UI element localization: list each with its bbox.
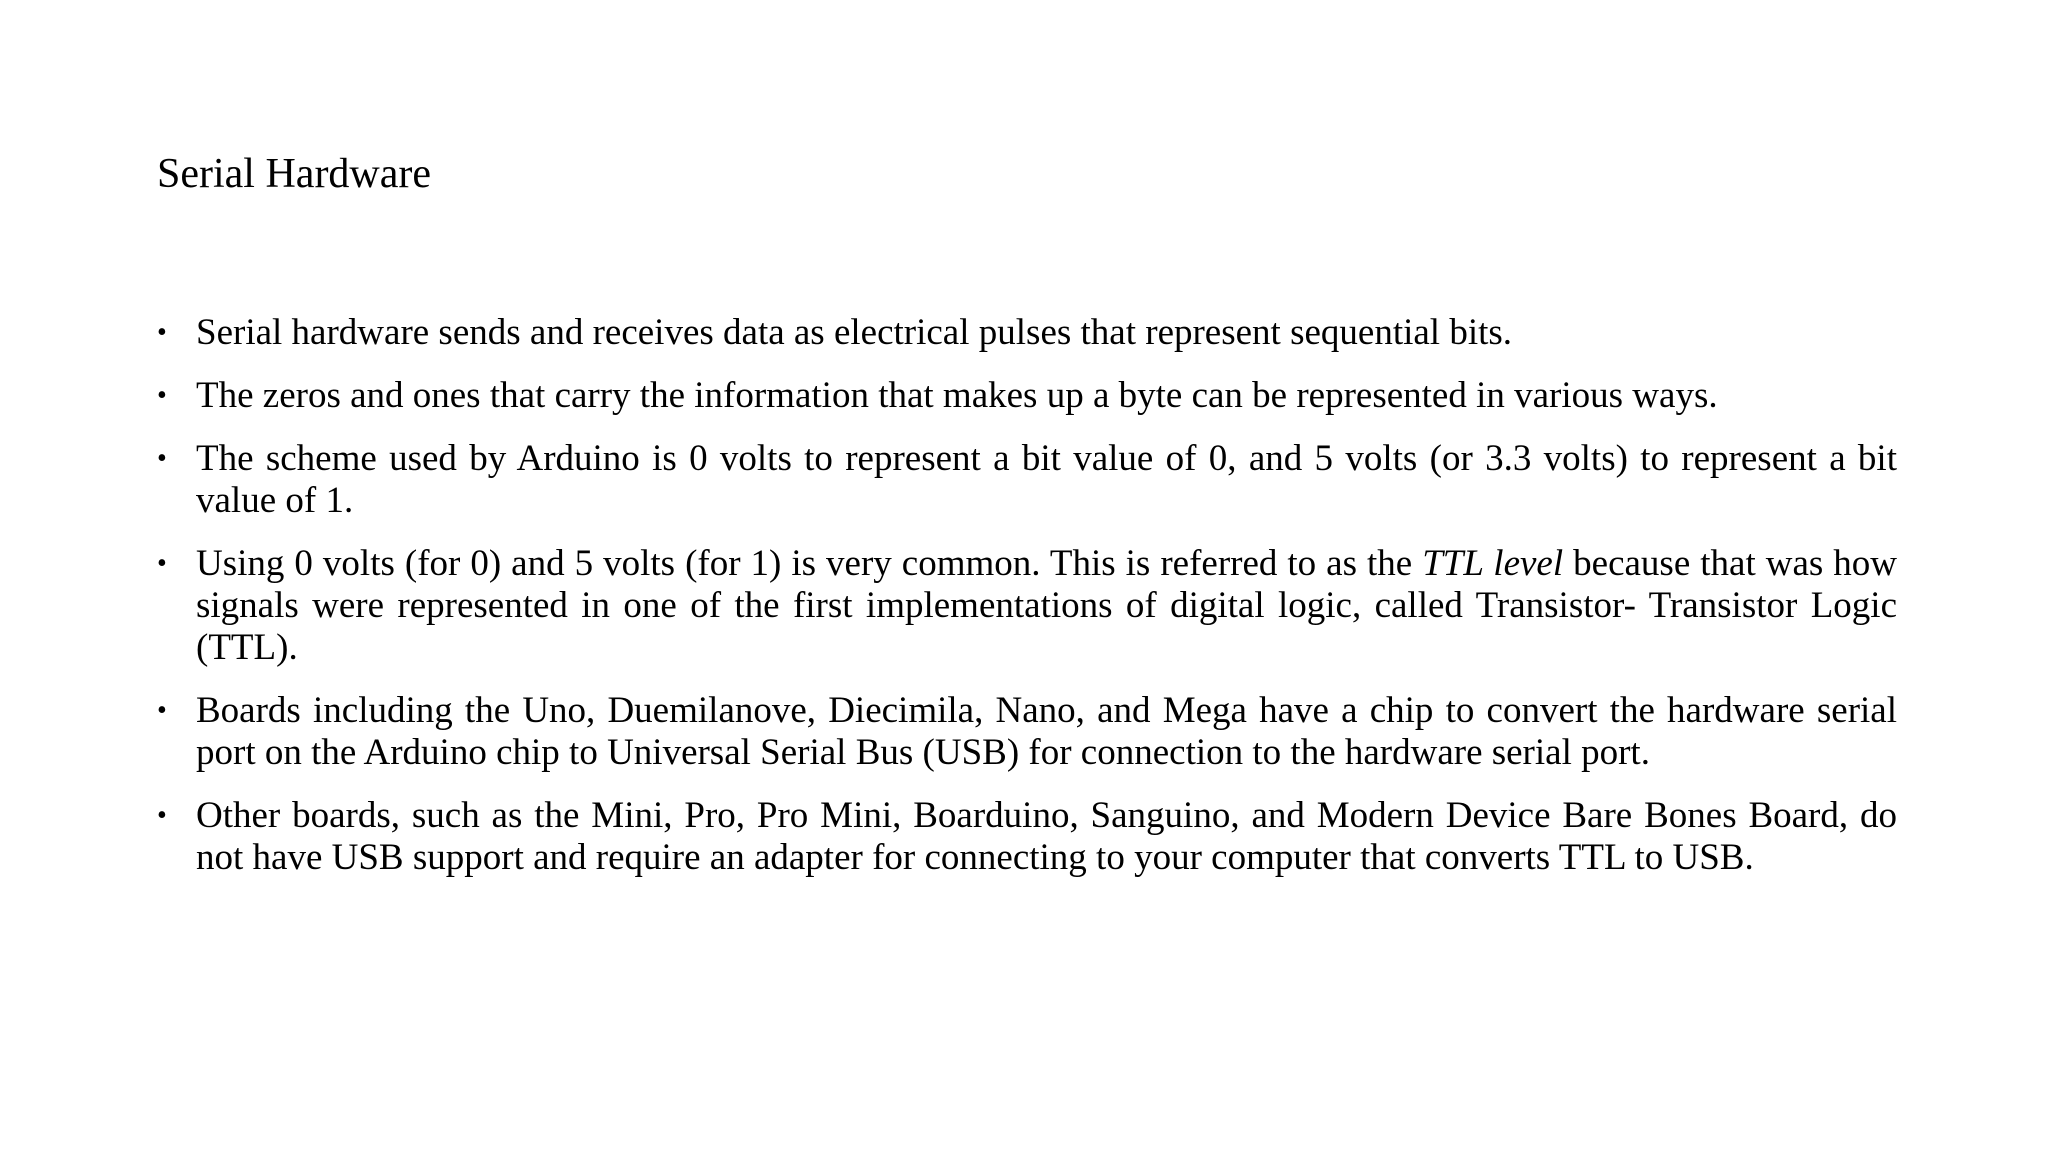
bullet-icon: •	[157, 800, 167, 831]
bullet-item	[157, 795, 1897, 879]
bullet-item	[157, 375, 1897, 417]
bullet-item	[157, 690, 1897, 774]
bullet-icon: •	[157, 317, 167, 348]
bullet-text-part: because that was how signals were represented in one of the first implementations of digital logic, called Transistor- Transistor Logic (TTL).	[196, 543, 1897, 668]
slide-title: Serial Hardware	[157, 151, 432, 197]
bullet-icon: •	[157, 443, 167, 474]
bullet-text-part: Using 0 volts (for 0) and 5 volts (for 1) is very common. This is referred to as the	[196, 543, 1423, 584]
bullet-text: Serial hardware sends and receives data as electrical pulses that represent sequential bits.	[196, 312, 1513, 353]
bullet-text: The zeros and ones that carry the information that makes up a byte can be represented in various ways.	[196, 375, 1718, 416]
bullet-icon: •	[157, 380, 167, 411]
bullet-item	[157, 312, 1897, 354]
bullet-text: The scheme used by Arduino is 0 volts to represent a bit value of 0, and 5 volts (or 3.3 volts) to represent a bit value of 1.	[196, 438, 1897, 521]
bullet-list	[157, 312, 1897, 900]
bullet-text: Other boards, such as the Mini, Pro, Pro Mini, Boarduino, Sanguino, and Modern Device Bare Bones Board, do not have USB support and require an adapter for connecting to your computer that converts TTL to USB.	[196, 795, 1897, 878]
bullet-item	[157, 438, 1897, 522]
bullet-item	[157, 543, 1897, 669]
bullet-text: Boards including the Uno, Duemilanove, Diecimila, Nano, and Mega have a chip to convert the hardware serial port on the Arduino chip to Universal Serial Bus (USB) for connection to the hardware serial port.	[196, 690, 1897, 773]
ttl-level-term: TTL level	[1422, 543, 1564, 584]
bullet-icon: •	[157, 695, 167, 726]
bullet-icon: •	[157, 548, 167, 579]
bullet-text	[196, 543, 1897, 668]
